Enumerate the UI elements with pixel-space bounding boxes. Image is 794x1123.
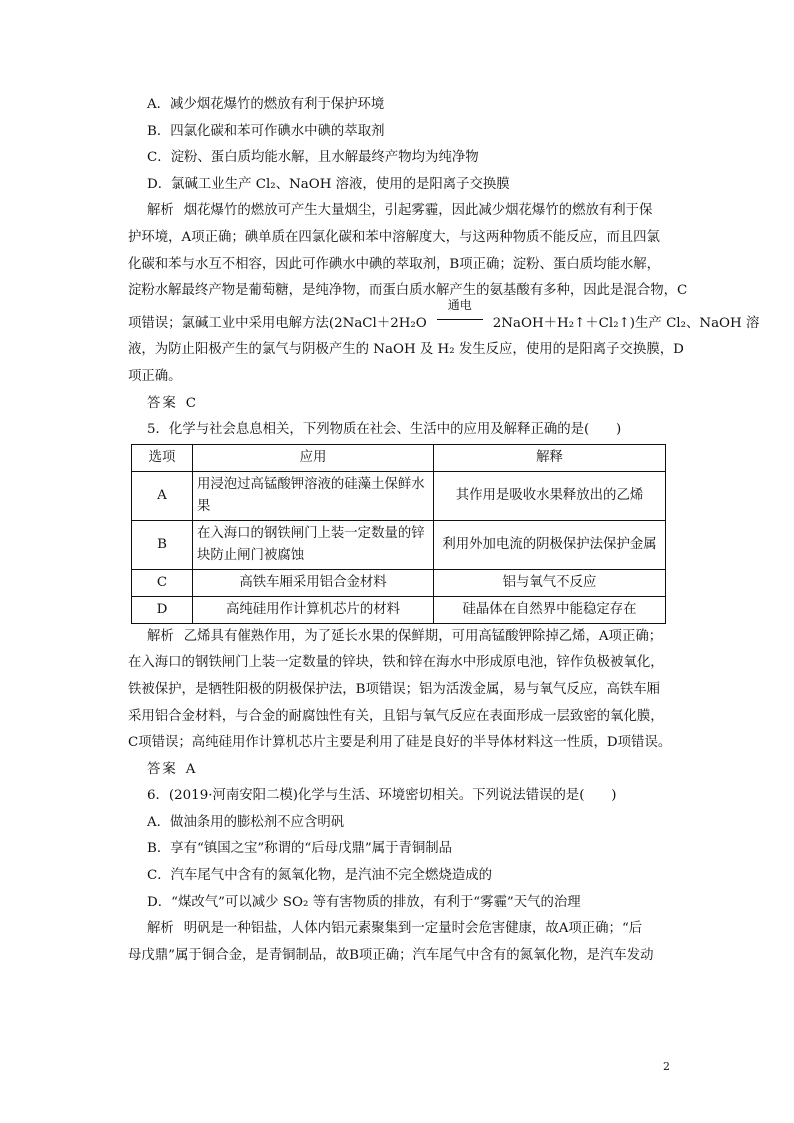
q5-stem: 5．化学与社会息息相关，下列物质在社会、生活中的应用及解释正确的是( ) xyxy=(147,422,622,438)
reaction-condition: 通电 xyxy=(447,297,472,312)
table-cell-option: B xyxy=(132,520,193,569)
page-content xyxy=(128,92,760,969)
answer-label: 答案 xyxy=(147,395,178,411)
table-cell-application: 在入海口的钢铁闸门上装一定数量的锌块防止闸门被腐蚀 xyxy=(193,520,434,569)
q6-option-b: B．享有“镇国之宝”称谓的“后母戊鼎”属于青铜制品 xyxy=(147,841,453,857)
equation-post: 2NaOH＋H₂↑＋Cl₂↑)生产 Cl₂、NaOH 溶 xyxy=(492,315,760,331)
table-cell-option: A xyxy=(132,471,193,520)
table-row xyxy=(132,596,666,623)
q4-option-d: D．氯碱工业生产 Cl₂、NaOH 溶液，使用的是阳离子交换膜 xyxy=(147,176,510,192)
q4-analysis-line-3: 化碳和苯与水互不相容，因此可作碘水中碘的萃取剂，B项正确；淀粉、蛋白质均能水解， xyxy=(128,256,661,272)
table-header-option: 选项 xyxy=(132,444,193,471)
table-cell-option: C xyxy=(132,569,193,596)
table-row xyxy=(132,520,666,569)
answer-value: A xyxy=(185,761,196,777)
q6-analysis-line-1: 解析 明矾是一种铝盐，人体内铝元素聚集到一定量时会危害健康，故A项正确；“后 xyxy=(147,921,643,937)
q6-stem: 6．(2019·河南安阳二模)化学与生活、环境密切相关。下列说法错误的是( ) xyxy=(147,788,617,804)
q5-analysis-line-2: 在入海口的钢铁闸门上装一定数量的锌块，铁和锌在海水中形成原电池，锌作负极被氧化， xyxy=(128,655,664,671)
reaction-arrow-line xyxy=(437,319,483,320)
q4-analysis-line-7: 项正确。 xyxy=(128,368,182,384)
analysis-label: 解析 xyxy=(147,921,174,937)
table-cell-explanation: 铝与氧气不反应 xyxy=(434,569,666,596)
q4-analysis-line-1: 解析 烟花爆竹的燃放可产生大量烟尘，引起雾霾，因此减少烟花爆竹的燃放有利于保 xyxy=(147,203,653,219)
table-header-row xyxy=(132,444,666,471)
q4-analysis-line-6: 液，为防止阳极产生的氯气与阴极产生的 NaOH 及 H₂ 发生反应，使用的是阳离子交换膜，D xyxy=(128,342,684,358)
analysis-label: 解析 xyxy=(147,628,174,644)
table-cell-explanation: 硅晶体在自然界中能稳定存在 xyxy=(434,596,666,623)
table-header-application: 应用 xyxy=(193,444,434,471)
table-cell-application: 高铁车厢采用铝合金材料 xyxy=(193,569,434,596)
table-cell-application: 用浸泡过高锰酸钾溶液的硅藻土保鲜水果 xyxy=(193,471,434,520)
q4-analysis-line-4: 淀粉水解最终产物是葡萄糖，是纯净物，而蛋白质水解产生的氨基酸有多种，因此是混合物，C xyxy=(128,283,688,299)
table-header-explanation: 解释 xyxy=(434,444,666,471)
q6-option-d: D．“煤改气”可以减少 SO₂ 等有害物质的排放，有利于“雾霾”天气的治理 xyxy=(147,894,581,910)
q4-equation-line xyxy=(128,297,760,338)
q5-answer xyxy=(128,757,676,784)
q4-analysis-line-2: 护环境，A项正确；碘单质在四氯化碳和苯中溶解度大，与这两种物质不能反应，而且四氯 xyxy=(128,229,660,245)
q5-analysis-line-5: C项错误；高纯硅用作计算机芯片主要是利用了硅是良好的半导体材料这一性质，D项错误。 xyxy=(128,735,672,751)
q5-analysis-line-4: 采用铝合金材料，与合金的耐腐蚀性有关，且铝与氧气反应在表面形成一层致密的氧化膜， xyxy=(128,708,664,724)
q4-option-b: B．四氯化碳和苯可作碘水中碘的萃取剂 xyxy=(147,123,385,139)
table-cell-explanation: 利用外加电流的阴极保护法保护金属 xyxy=(434,520,666,569)
q4-answer xyxy=(128,391,676,418)
q4-option-c: C．淀粉、蛋白质均能水解，且水解最终产物均为纯净物 xyxy=(147,150,479,166)
answer-value: C xyxy=(185,395,197,411)
table-cell-explanation: 其作用是吸收水果释放出的乙烯 xyxy=(434,471,666,520)
reaction-arrow xyxy=(431,297,489,338)
answer-label: 答案 xyxy=(147,761,178,777)
table-cell-option: D xyxy=(132,596,193,623)
q6-analysis-line-2: 母戊鼎”属于铜合金，是青铜制品，故B项正确；汽车尾气中含有的氮氧化物，是汽车发动 xyxy=(128,947,654,963)
q6-option-c: C．汽车尾气中含有的氮氧化物，是汽油不完全燃烧造成的 xyxy=(147,868,493,884)
table-row xyxy=(132,569,666,596)
table-cell-application: 高纯硅用作计算机芯片的材料 xyxy=(193,596,434,623)
analysis-label: 解析 xyxy=(147,203,174,219)
table-row xyxy=(132,471,666,520)
q5-table xyxy=(131,444,666,624)
equation-pre: 项错误；氯碱工业中采用电解方法(2NaCl＋2H₂O xyxy=(128,315,427,331)
q5-analysis-line-3: 铁被保护，是牺牲阳极的阴极保护法，B项错误；铝为活泼金属，易与氧气反应，高铁车厢 xyxy=(128,681,661,697)
q6-option-a: A．做油条用的膨松剂不应含明矾 xyxy=(147,814,345,830)
page-number: 2 xyxy=(663,1060,670,1073)
q4-option-a: A．减少烟花爆竹的燃放有利于保护环境 xyxy=(147,97,385,112)
q5-analysis-line-1: 解析 乙烯具有催熟作用，为了延长水果的保鲜期，可用高锰酸钾除掉乙烯，A项正确； xyxy=(147,628,663,644)
